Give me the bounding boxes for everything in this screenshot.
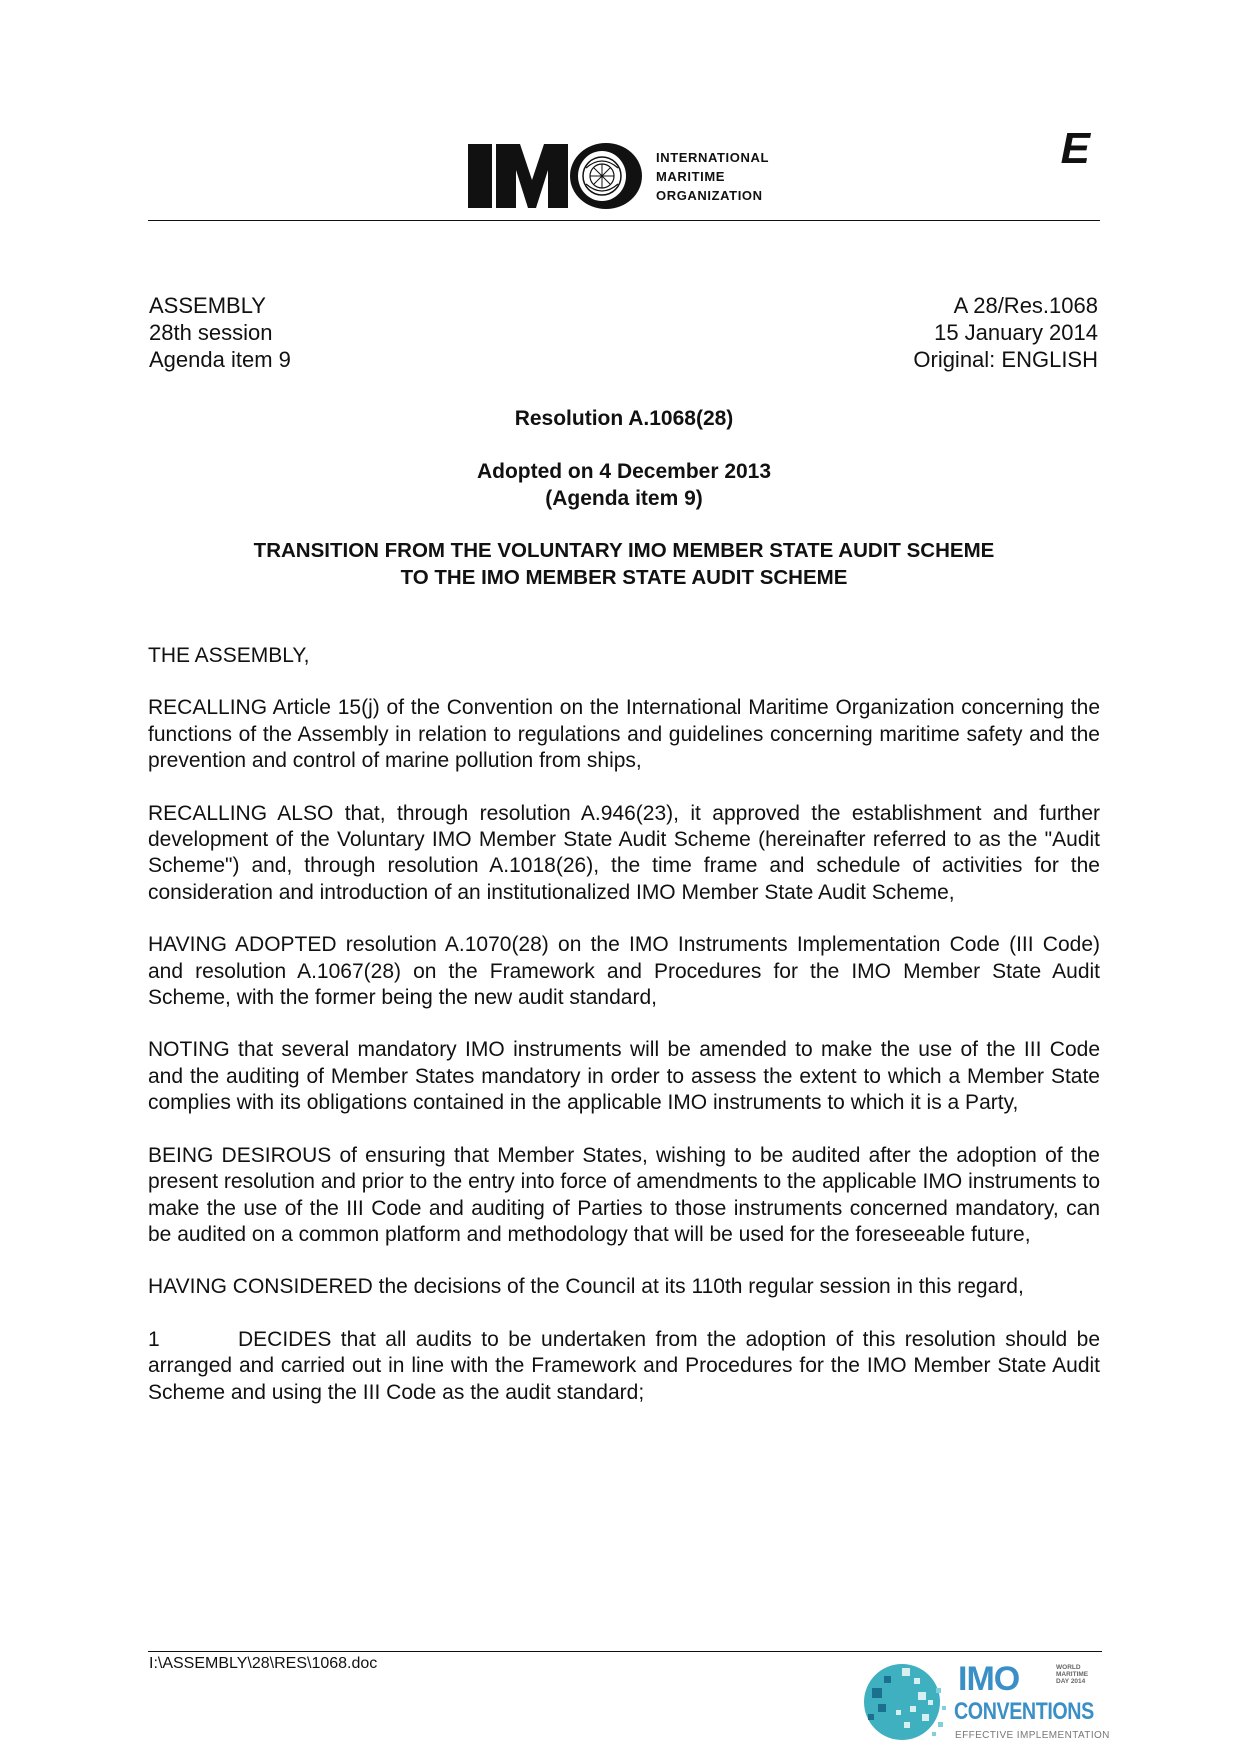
resolution-number: Resolution A.1068(28) [514,407,734,430]
resolution-body [148,643,1100,1432]
file-path: I:\ASSEMBLY\28\RES\1068.doc [149,1655,378,1672]
meta-right-block [913,292,1098,373]
letterhead [148,124,1100,222]
preamble-paragraph-6: HAVING CONSIDERED the decisions of the Council at its 110th regular session in this regard, [148,1275,1024,1299]
org-name-line-2: MARITIME [656,168,726,184]
preamble-paragraph-5: BEING DESIROUS of ensuring that Member States, wishing to be audited after the adoption of the present resolution and prior to the entry into force of amendments to the applicable IMO instruments to make the use of the III Code and auditing of Parties to those instruments concerned mandatory, can be audited on a common platform and methodology that will be used for the foreseeable future, [148,1143,1100,1246]
imo-wordmark-icon [466,138,646,214]
footer-divider [148,1651,1102,1652]
opening-line: THE ASSEMBLY, [148,644,310,667]
meta-session: 28th session [149,320,273,345]
organization-name [656,148,769,205]
preamble-paragraph-4: NOTING that several mandatory IMO instruments will be amended to make the use of the III Code and the auditing of Member States mandatory in order to assess the extent to which a Member State complies with its obligations contained in the applicable IMO instruments to which it is a Party, [148,1038,1100,1115]
title-line-2: TO THE IMO MEMBER STATE AUDIT SCHEME [400,566,848,589]
language-code: E [1060,124,1090,173]
wmd-line-3: DAY 2014 [1056,1678,1086,1685]
operative-paragraph-1 [148,1327,1100,1406]
wmd-line-1: WORLD [1056,1664,1081,1671]
meta-body: ASSEMBLY [149,293,266,318]
preamble-paragraph-3: HAVING ADOPTED resolution A.1070(28) on the IMO Instruments Implementation Code (III Code) and resolution A.1067(28) on the Framework and Procedures for the IMO Member State Audit Scheme, with the former being the new audit standard, [148,933,1100,1010]
title-line-1: TRANSITION FROM THE VOLUNTARY IMO MEMBER STATE AUDIT SCHEME [253,539,995,562]
badge-conventions-text: CONVENTIONS [954,1698,1094,1725]
preamble-paragraph-2: RECALLING ALSO that, through resolution A.946(23), it approved the establishment and further development of the Voluntary IMO Member State Audit Scheme (hereinafter referred to as the "Audit Scheme") and, through resolution A.1018(26), the time frame and schedule of activities for the consideration and introduction of an institutionalized IMO Member State Audit Scheme, [148,801,1100,904]
org-name-line-3: ORGANIZATION [656,187,763,203]
original-language: Original: ENGLISH [913,347,1098,372]
meta-left-block [149,292,291,373]
adoption-block [148,458,1100,512]
org-name-line-1: INTERNATIONAL [656,149,769,165]
document-symbol: A 28/Res.1068 [953,293,1098,318]
imo-logo [466,138,769,214]
document-date: 15 January 2014 [934,320,1098,345]
badge-imo-text: IMO [958,1660,1020,1698]
globe-icon [858,1658,950,1748]
resolution-title [148,537,1100,591]
operative-text: DECIDES that all audits to be undertaken from the adoption of this resolution should be arranged and carried out in line with the Framework and Procedures for the IMO Member State Audit Scheme and using the III Code as the audit standard; [148,1327,1100,1404]
imo-conventions-badge [858,1658,1110,1748]
adoption-date: Adopted on 4 December 2013 [476,460,772,483]
preamble-paragraph-1: RECALLING Article 15(j) of the Convention on the International Maritime Organization concerning the functions of the Assembly in relation to regulations and guidelines concerning maritime safety and the prevention and control of marine pollution from ships, [148,696,1100,773]
header-divider [148,220,1100,221]
paragraph-number: 1 [148,1327,160,1351]
meta-agenda: Agenda item 9 [149,347,291,372]
badge-tagline: EFFECTIVE IMPLEMENTATION [955,1730,1110,1741]
world-maritime-day-label [1056,1664,1088,1685]
wmd-line-2: MARITIME [1056,1671,1089,1678]
agenda-reference: (Agenda item 9) [545,487,703,510]
